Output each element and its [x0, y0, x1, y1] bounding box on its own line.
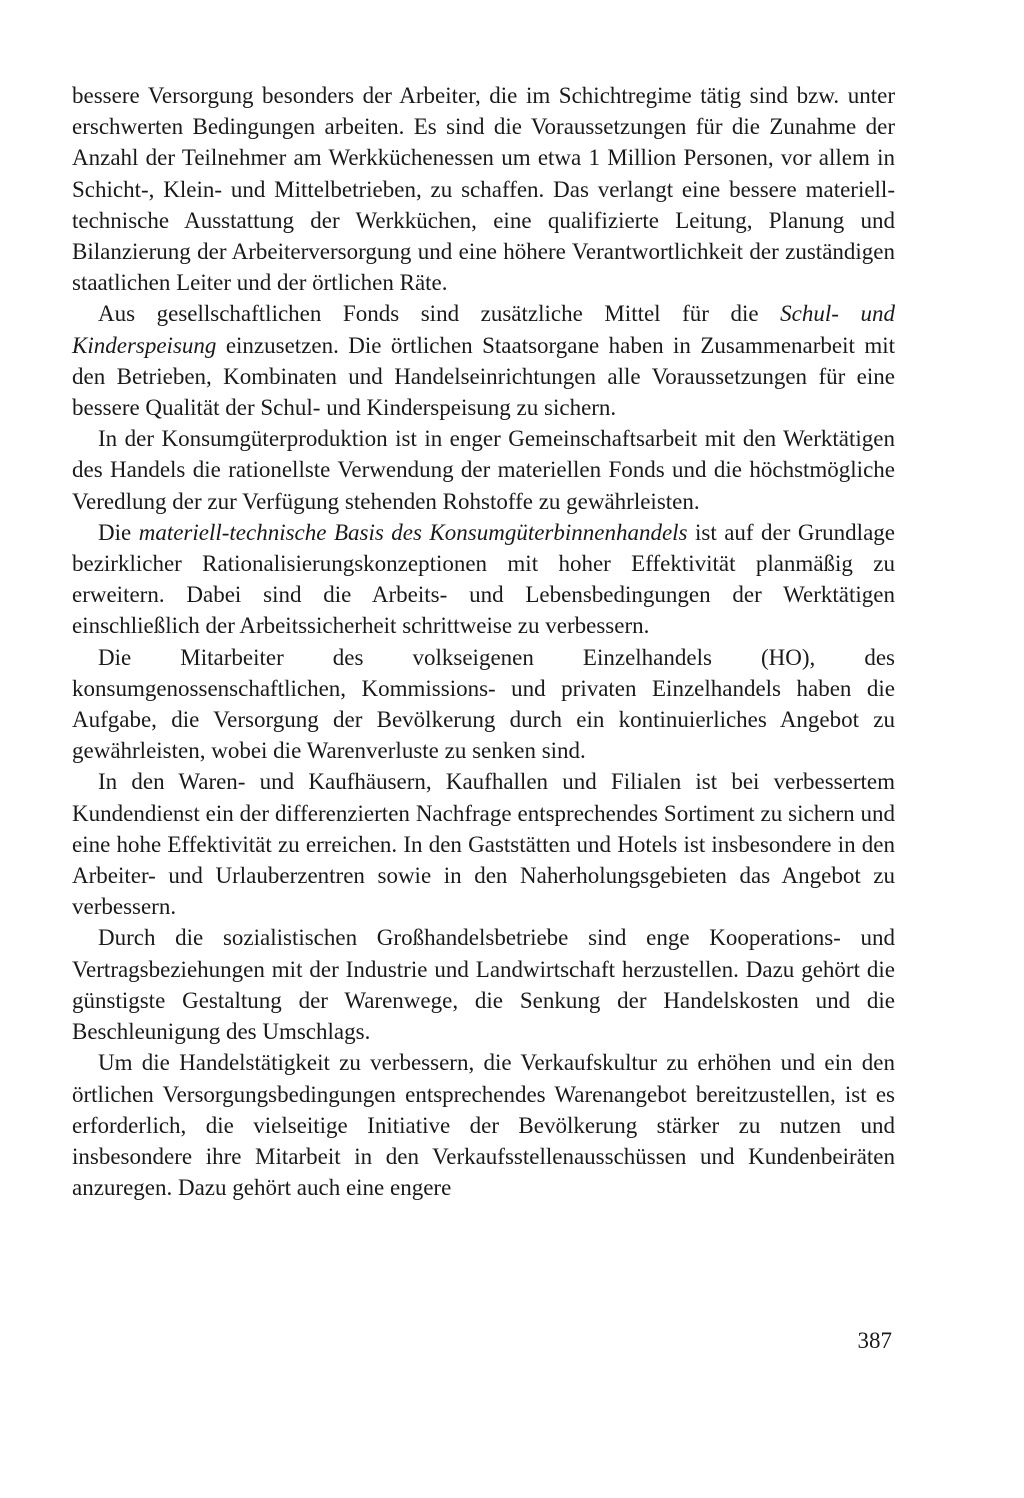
page-number: 387	[857, 1328, 892, 1353]
paragraph-4	[72, 517, 895, 642]
paragraph-1	[72, 80, 895, 298]
paragraph-2-text-a: Aus gesellschaftlichen Fonds sind zusätzliche Mittel für die	[98, 301, 781, 327]
paragraph-8	[72, 1047, 895, 1203]
paragraph-7	[72, 922, 895, 1047]
page-body	[72, 80, 895, 1203]
paragraph-5	[72, 642, 895, 767]
paragraph-4-text-a: Die	[98, 519, 139, 545]
paragraph-2-text-b: einzusetzen. Die örtlichen Staatsorgane haben in Zusammenarbeit mit den Betrieben, Kombinaten und Handelseinrichtungen alle Voraussetzungen für eine bessere Qualität der Schul- und Kinderspeisung zu sichern.	[72, 332, 895, 421]
paragraph-6-text: In den Waren- und Kaufhäusern, Kaufhallen und Filialen ist bei verbessertem Kundendienst ein der differenzierten Nachfrage entsprechendes Sortiment zu sichern und eine hohe Effektivität zu erreichen. In den Gaststätten und Hotels ist insbesondere in den Arbeiter- und Urlauberzentren sowie in den Naherholungsgebieten das Angebot zu verbessern.	[72, 769, 895, 920]
paragraph-7-text: Durch die sozialistischen Großhandelsbetriebe sind enge Kooperations- und Vertragsbeziehungen mit der Industrie und Landwirtschaft herzustellen. Dazu gehört die günstigste Gestaltung der Warenwege, die Senkung der Handelskosten und die Beschleunigung des Umschlags.	[72, 925, 895, 1045]
paragraph-3	[72, 423, 895, 517]
paragraph-8-text: Um die Handelstätigkeit zu verbessern, die Verkaufskultur zu erhöhen und ein den örtlichen Versorgungsbedingungen entsprechendes Warenangebot bereitzustellen, ist es erforderlich, die vielseitige Initiative der Bevölkerung stärker zu nutzen und insbesondere ihre Mitarbeit in den Verkaufsstellenausschüssen und Kundenbeiräten anzuregen. Dazu gehört auch eine engere	[72, 1050, 895, 1201]
paragraph-4-text-b: ist auf der Grundlage bezirklicher Rationalisierungskonzeptionen mit hoher Effektivität planmäßig zu erweitern. Dabei sind die Arbeits- und Lebensbedingungen der Werktätigen einschließlich der Arbeitssicherheit schrittweise zu verbessern.	[72, 519, 895, 639]
paragraph-6	[72, 766, 895, 922]
paragraph-2	[72, 298, 895, 423]
paragraph-2-emphasis: Schul- und Kinderspeisung	[72, 301, 895, 358]
paragraph-5-text: Die Mitarbeiter des volkseigenen Einzelhandels (HO), des konsumgenossenschaftlichen, Kommissions- und privaten Einzelhandels haben die Aufgabe, die Versorgung der Bevölkerung durch ein kontinuierliches Angebot zu gewährleisten, wobei die Warenverluste zu senken sind.	[72, 644, 895, 764]
paragraph-1-text: bessere Versorgung besonders der Arbeiter, die im Schichtregime tätig sind bzw. unter erschwerten Bedingungen arbeiten. Es sind die Voraussetzungen für die Zunahme der Anzahl der Teilnehmer am Werkküchenessen um etwa 1 Million Personen, vor allem in Schicht-, Klein- und Mittelbetrieben, zu schaffen. Das verlangt eine bessere materiell-technische Ausstattung der Werkküchen, eine qualifizierte Leitung, Planung und Bilanzierung der Arbeiterversorgung und eine höhere Verantwortlichkeit der zuständigen staatlichen Leiter und der örtlichen Räte.	[72, 83, 895, 296]
paragraph-4-emphasis: materiell-technische Basis des Konsumgüterbinnenhandels	[138, 519, 688, 545]
paragraph-3-text: In der Konsumgüterproduktion ist in enger Gemeinschaftsarbeit mit den Werktätigen des Handels die rationellste Verwendung der materiellen Fonds und die höchstmögliche Veredlung der zur Verfügung stehenden Rohstoffe zu gewährleisten.	[72, 426, 895, 514]
